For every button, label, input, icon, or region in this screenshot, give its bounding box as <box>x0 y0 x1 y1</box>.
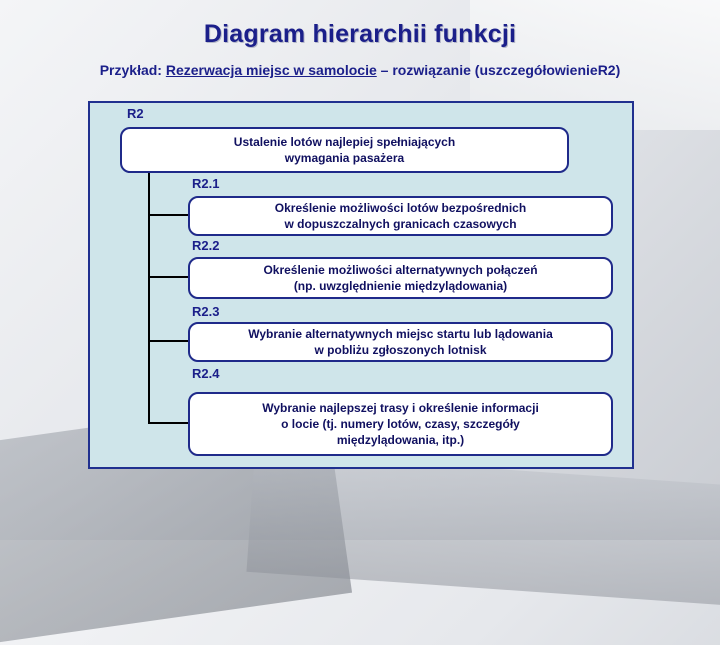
child-box-r2-2 <box>188 257 613 299</box>
child-line: międzylądowania, itp.) <box>336 433 465 447</box>
connector-vertical <box>148 172 150 424</box>
root-label: R2 <box>127 106 144 121</box>
root-line: wymagania pasażera <box>284 151 405 165</box>
child-line: Wybranie najlepszej trasy i określenie informacji <box>262 401 539 415</box>
child-line: Wybranie alternatywnych miejsc startu lub lądowania <box>248 327 553 341</box>
slide-title: Diagram hierarchii funkcji <box>203 20 517 48</box>
child-label-r2-3: R2.3 <box>192 304 220 319</box>
connector-r2-1 <box>148 214 190 216</box>
slide-subtitle <box>0 62 720 78</box>
child-label-r2-1: R2.1 <box>192 176 220 191</box>
root-box <box>120 127 569 173</box>
child-line: (np. uwzględnienie międzylądowania) <box>293 279 508 293</box>
subtitle-prefix: Przykład: <box>99 62 166 78</box>
child-box-r2-1 <box>188 196 613 236</box>
child-line: o locie (tj. numery lotów, czasy, szczegóły <box>281 417 520 431</box>
connector-r2-2 <box>148 276 190 278</box>
child-label-r2-2: R2.2 <box>192 238 220 253</box>
child-line: Określenie możliwości alternatywnych połączeń <box>263 263 538 277</box>
child-line: w pobliżu zgłoszonych lotnisk <box>314 343 487 357</box>
connector-r2-3 <box>148 340 190 342</box>
child-box-r2-4 <box>188 392 613 456</box>
child-box-r2-3 <box>188 322 613 362</box>
subtitle-link[interactable]: Rezerwacja miejsc w samolocie <box>165 62 377 78</box>
subtitle-suffix: – rozwiązanie (uszczegółowienieR2) <box>376 62 621 78</box>
connector-r2-4 <box>148 422 190 424</box>
child-label-r2-4: R2.4 <box>192 366 220 381</box>
child-line: Określenie możliwości lotów bezpośrednich <box>274 201 527 215</box>
root-line: Ustalenie lotów najlepiej spełniających <box>233 135 456 149</box>
child-line: w dopuszczalnych granicach czasowych <box>284 217 517 231</box>
